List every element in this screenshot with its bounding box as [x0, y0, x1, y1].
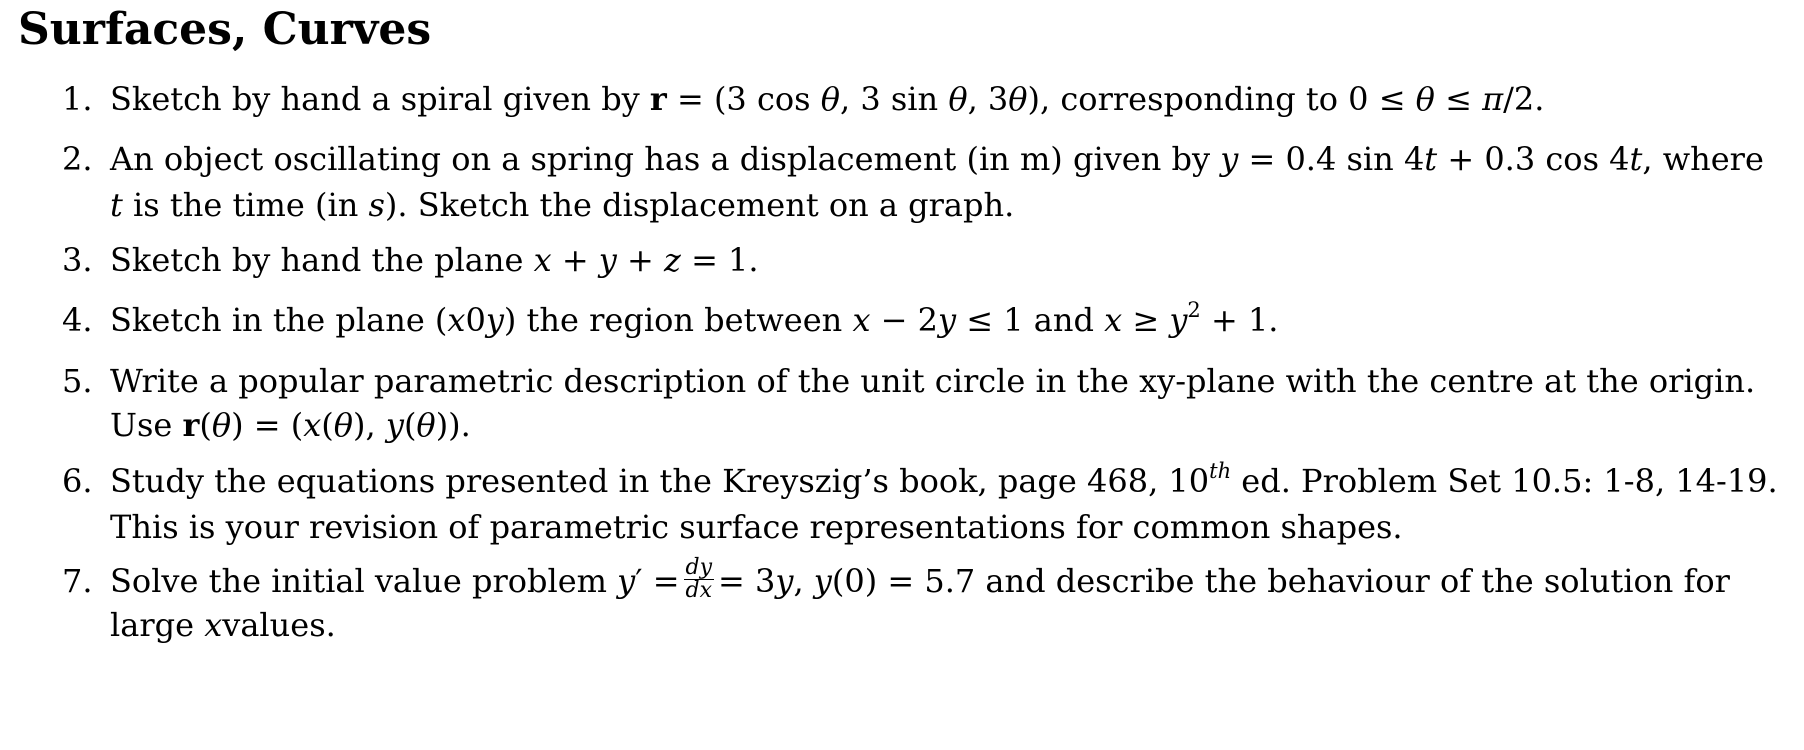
- problem-text-line-2: [110, 602, 336, 648]
- text-fragment: large: [110, 606, 205, 644]
- problem-number: 2.: [62, 140, 93, 178]
- problem-number: 6.: [62, 462, 93, 500]
- fraction-dy-dx: [684, 557, 715, 602]
- problem-text-line-1: [110, 297, 1278, 343]
- problem-number: 7.: [62, 562, 93, 600]
- equation-derivative: y′ =: [617, 562, 680, 600]
- problem-text-line-1: Write a popular parametric description of the unit circle in the xy-plane with the centre at the origin.: [110, 362, 1756, 400]
- text-fragment: Solve the initial value problem: [110, 562, 618, 600]
- problem-number: 3.: [62, 241, 93, 279]
- text-fragment: and: [1023, 301, 1105, 339]
- superscript-th: th: [1209, 459, 1232, 483]
- equation-plane-name: (x0y): [434, 301, 517, 339]
- text-fragment: values.: [222, 606, 336, 644]
- problem-number: 5.: [62, 362, 93, 400]
- text-fragment: Sketch by hand a spiral given by: [110, 80, 650, 118]
- text-fragment: is the time (in: [122, 186, 369, 224]
- text-fragment: Sketch in the plane: [110, 301, 435, 339]
- equation-circle: r(θ) = (x(θ), y(θ)): [182, 406, 461, 444]
- problem-text-line-1: [110, 458, 1778, 504]
- text-fragment: .: [460, 406, 471, 444]
- text-fragment: Sketch by hand the plane: [110, 241, 534, 279]
- math-variable: s: [368, 186, 385, 224]
- problem-text-line-2: [110, 182, 1014, 228]
- problem-text-line-2: [110, 402, 471, 448]
- text-fragment: .: [748, 241, 759, 279]
- text-fragment: the region between: [516, 301, 853, 339]
- page-title: Surfaces, Curves: [18, 4, 432, 55]
- text-fragment: ). Sketch the displacement on a graph.: [384, 186, 1015, 224]
- problem-number: 1.: [62, 80, 93, 118]
- equation-displacement: y = 0.4 sin 4t + 0.3 cos 4t: [1220, 140, 1643, 178]
- problem-number: 4.: [62, 301, 93, 339]
- math-variable: x: [204, 606, 223, 644]
- problem-text-line-1: [110, 555, 1730, 606]
- fraction-denominator: dx: [685, 578, 712, 603]
- equation-spiral: r = (3 cos θ, 3 sin θ, 3θ): [649, 80, 1041, 118]
- problem-text-line-2: This is your revision of parametric surface representations for common shapes.: [110, 508, 1403, 546]
- text-fragment: An object oscillating on a spring has a displacement (in m) given by: [110, 140, 1221, 178]
- text-fragment: and describe the behaviour of the solution for: [975, 562, 1730, 600]
- text-fragment: Study the equations presented in the Kreyszig’s book, page 468, 10: [110, 462, 1210, 500]
- text-fragment: Use: [110, 406, 183, 444]
- problem-text-line-1: [110, 237, 759, 283]
- text-fragment: .: [1268, 301, 1279, 339]
- inequality-2: $x \ge y^2 + 1$: [1104, 298, 1269, 339]
- problem-text-line-1: [110, 136, 1764, 182]
- problem-text-line-1: [110, 76, 1544, 122]
- text-fragment: , corresponding to: [1040, 80, 1349, 118]
- equation-plane: x + y + z = 1: [533, 241, 749, 279]
- math-variable: t: [110, 186, 123, 224]
- text-fragment: , where: [1642, 140, 1764, 178]
- text-fragment: .: [1534, 80, 1545, 118]
- inequality-1: x − 2y ≤ 1: [852, 301, 1024, 339]
- equation-range: 0 ≤ θ ≤ π/2: [1348, 80, 1535, 118]
- text-fragment: ed. Problem Set 10.5: 1-8, 14-19.: [1231, 462, 1778, 500]
- equation-ivp: = 3y, y(0) = 5.7: [718, 562, 976, 600]
- fraction-numerator: dy: [685, 555, 713, 580]
